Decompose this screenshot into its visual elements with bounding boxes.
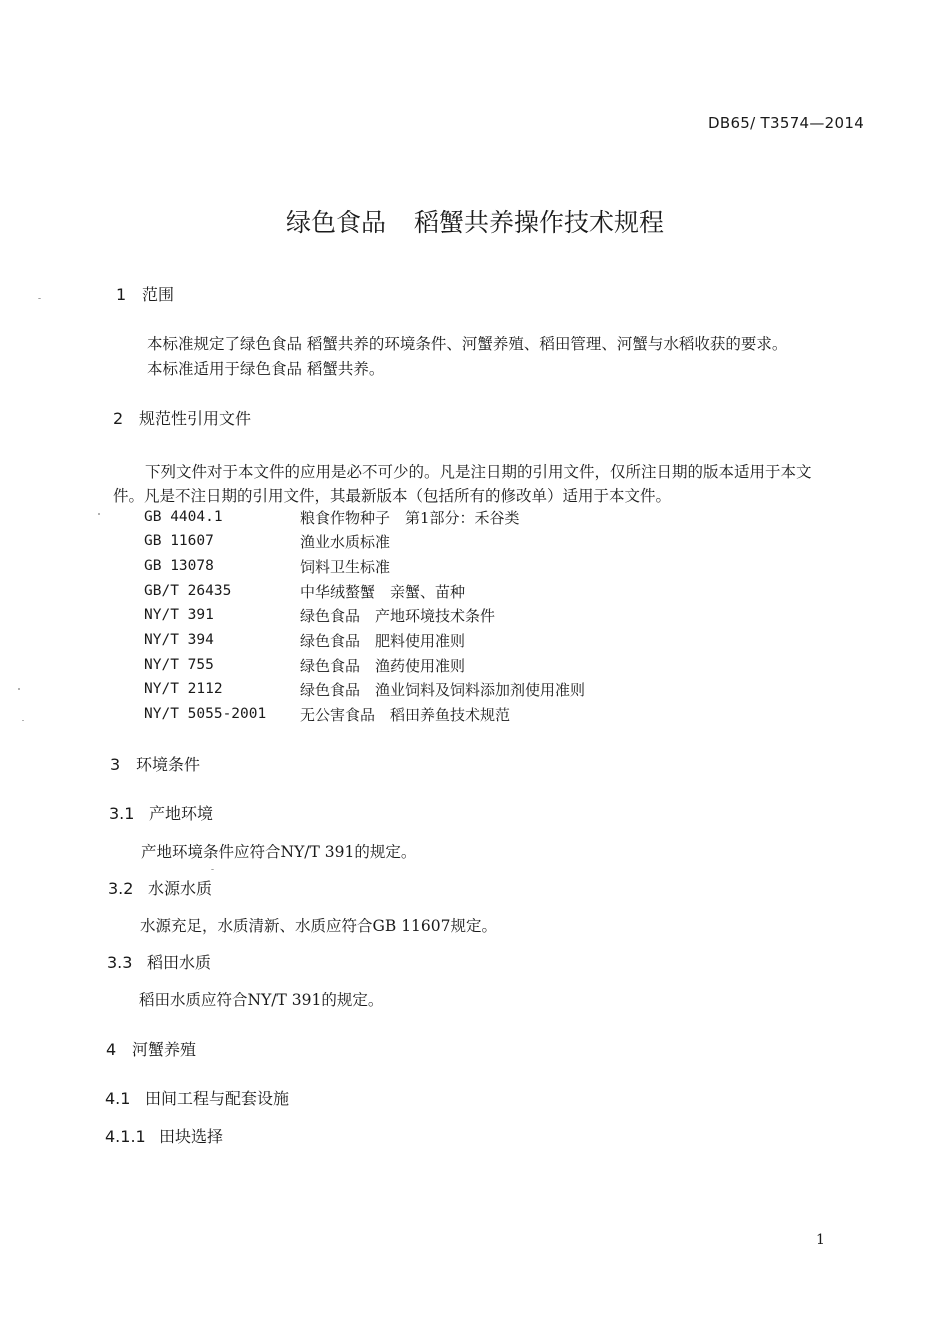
subsection-heading-4-1-1: 4.1.1 田块选择: [105, 1127, 224, 1146]
subsection-heading-4-1: 4.1 田间工程与配套设施: [105, 1089, 290, 1108]
reference-title: 粮食作物种子 第1部分：禾谷类: [300, 509, 520, 527]
reference-title: 渔业水质标准: [300, 533, 391, 551]
reference-title: 绿色食品 渔药使用准则: [300, 657, 466, 675]
reference-code: GB 13078: [144, 558, 214, 574]
section-heading-1: 1 范围: [116, 285, 175, 304]
scan-speck: [38, 298, 41, 299]
document-title: [0, 203, 950, 239]
paragraph: 产地环境条件应符合NY/T 391的规定。: [141, 843, 417, 861]
scan-speck: [211, 869, 214, 870]
reference-code: GB 11607: [144, 533, 214, 549]
subsection-heading-3-2: 3.2 水源水质: [108, 879, 213, 898]
reference-code: NY/T 2112: [144, 681, 223, 697]
paragraph: 下列文件对于本文件的应用是必不可少的。凡是注日期的引用文件，仅所注日期的版本适用于本文: [145, 463, 812, 481]
reference-title: 中华绒螯蟹 亲蟹、苗种: [300, 583, 466, 601]
scan-speck: [98, 513, 100, 515]
scan-speck: [22, 720, 24, 721]
title-part1: 绿色食品: [285, 208, 386, 237]
section-heading-4: 4 河蟹养殖: [106, 1040, 197, 1059]
reference-code: NY/T 394: [144, 632, 214, 648]
page-number: 1: [816, 1232, 825, 1248]
paragraph: 本标准规定了绿色食品 稻蟹共养的环境条件、河蟹养殖、稻田管理、河蟹与水稻收获的要求。: [147, 335, 788, 353]
reference-title: 绿色食品 肥料使用准则: [300, 632, 466, 650]
reference-code: GB/T 26435: [144, 583, 232, 599]
document-code: DB65/ T3574—2014: [708, 114, 865, 132]
reference-title: 绿色食品 产地环境技术条件: [300, 607, 496, 625]
paragraph: 件。凡是不注日期的引用文件，其最新版本（包括所有的修改单）适用于本文件。: [113, 487, 672, 505]
reference-title: 饲料卫生标准: [300, 558, 391, 576]
paragraph: 水源充足，水质清新、水质应符合GB 11607规定。: [140, 917, 498, 935]
reference-title: 绿色食品 渔业饲料及饲料添加剂使用准则: [300, 681, 586, 699]
title-part2: 稻蟹共养操作技术规程: [414, 208, 665, 237]
paragraph: 本标准适用于绿色食品 稻蟹共养。: [147, 360, 385, 378]
subsection-heading-3-1: 3.1 产地环境: [109, 804, 214, 823]
scan-speck: [18, 688, 20, 690]
reference-code: NY/T 5055-2001: [144, 706, 267, 722]
section-heading-2: 2 规范性引用文件: [113, 409, 252, 428]
section-heading-3: 3 环境条件: [110, 755, 201, 774]
reference-code: NY/T 391: [144, 607, 214, 623]
reference-code: GB 4404.1: [144, 509, 223, 525]
reference-code: NY/T 755: [144, 657, 214, 673]
reference-title: 无公害食品 稻田养鱼技术规范: [300, 706, 511, 724]
subsection-heading-3-3: 3.3 稻田水质: [107, 953, 212, 972]
paragraph: 稻田水质应符合NY/T 391的规定。: [139, 991, 384, 1009]
